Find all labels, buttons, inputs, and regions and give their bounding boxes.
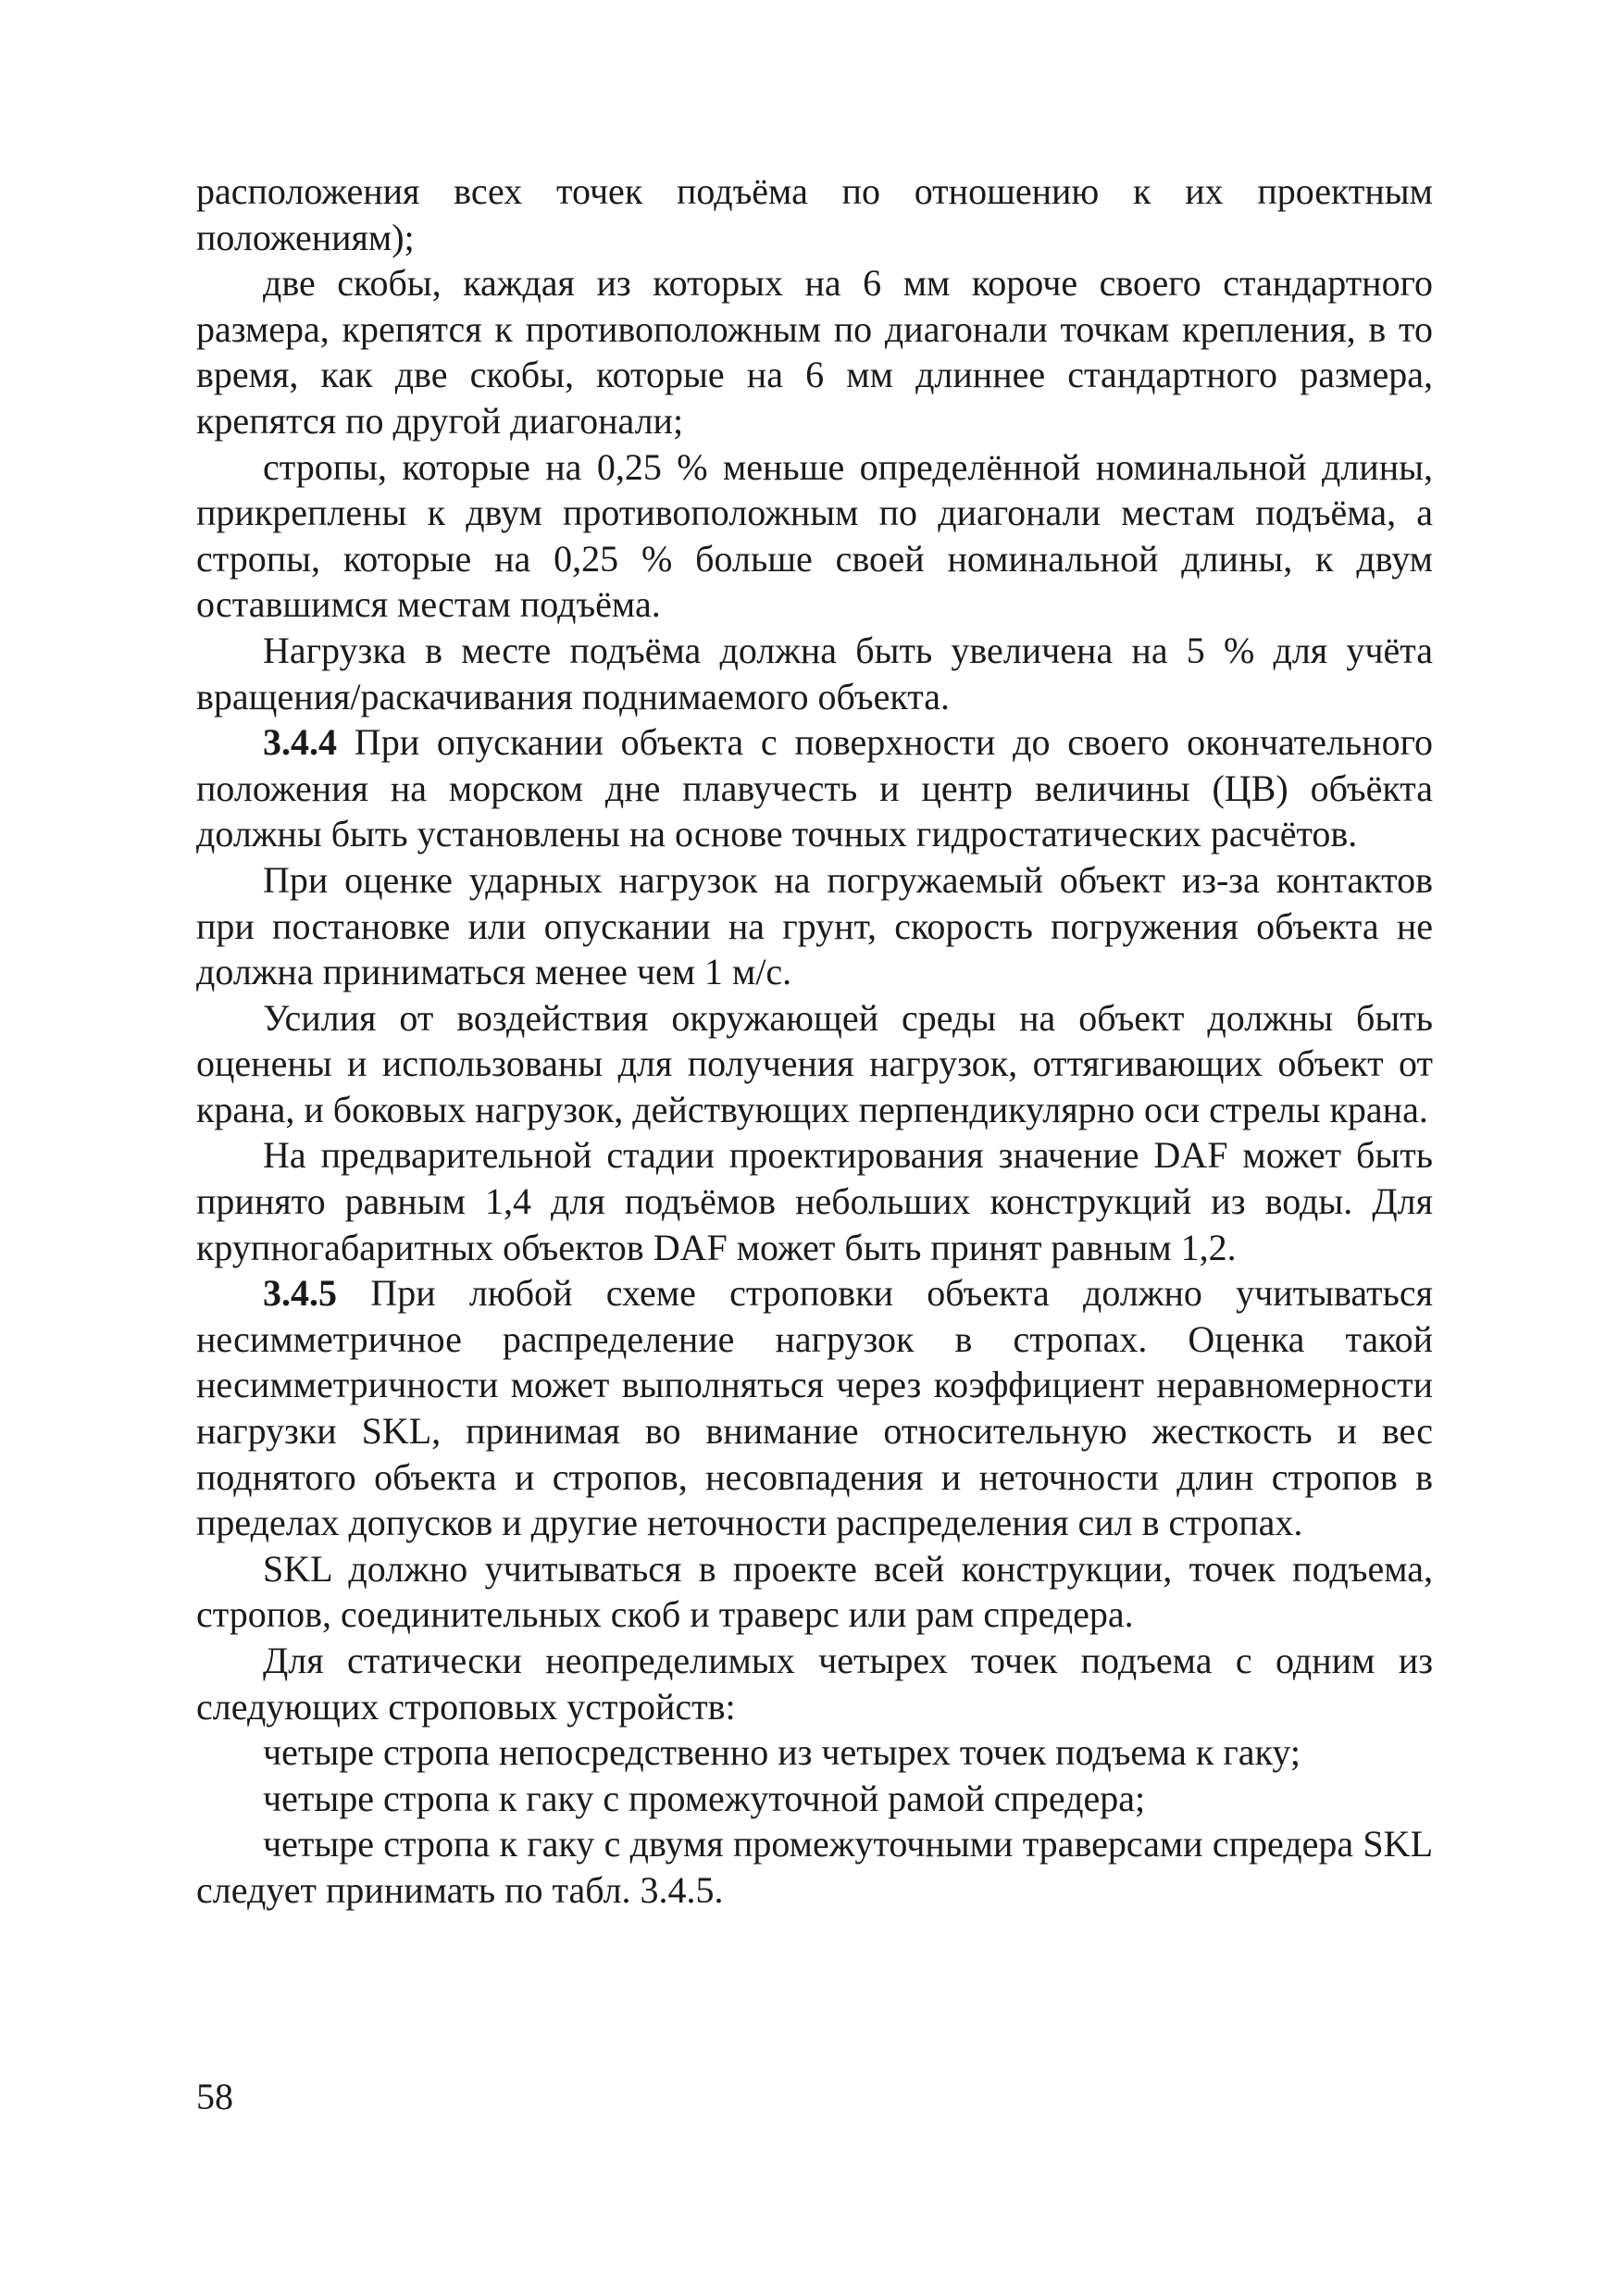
page-number: 58 [196,2076,233,2117]
paragraph-text: При оценке ударных нагрузок на погружаемый объект из-за контактов при постановке или опускании на грунт, скорость погружения объекта не должна приниматься менее чем 1 м/с. [196,858,1433,993]
paragraph [196,1638,1433,1729]
paragraph-text: SKL должно учитываться в проекте всей конструкции, точек подъема, стропов, соединительных скоб и траверс или рам спредера. [196,1547,1433,1636]
paragraph-text: четыре стропа непосредственно из четырех точек подъема к гаку; [263,1731,1301,1774]
paragraph [196,1776,1433,1822]
paragraph-text: четыре стропа к гаку с промежуточной рамой спредера; [263,1777,1146,1819]
paragraph [196,444,1433,628]
paragraph [196,719,1433,857]
section-number: 3.4.4 [263,721,337,764]
section-number: 3.4.5 [263,1272,337,1315]
paragraph-text: четыре стропа к гаку с двумя промежуточными траверсами спредера SKL следует принимать по табл. 3.4.5. [196,1823,1433,1911]
paragraph-text: стропы, которые на 0,25 % меньше определённой номинальной длины, прикреплены к двум противоположным по диагонали местам подъёма, а стропы, которые на 0,25 % больше своей номинальной длины, к двум оставшимся местам подъёма. [196,445,1433,626]
paragraph-text: На предварительной стадии проектирования значение DAF может быть принято равным 1,4 для подъёмов небольших конструкций из воды. Для крупногабаритных объектов DAF может быть принят равным 1,2. [196,1134,1433,1268]
paragraph-text: Для статически неопределимых четырех точек подъема с одним из следующих строповых устройств: [196,1640,1433,1728]
paragraph [196,168,1433,260]
paragraph [196,1546,1433,1638]
paragraph [196,1132,1433,1270]
paragraph-text: две скобы, каждая из которых на 6 мм короче своего стандартного размера, крепятся к противоположным по диагонали точкам крепления, в то время, как две скобы, которые на 6 мм длиннее стандартного размера, крепятся по другой диагонали; [196,262,1433,442]
paragraph [196,1270,1433,1546]
paragraph [196,260,1433,443]
paragraph [196,995,1433,1133]
paragraph-text: Усилия от воздействия окружающей среды на объект должны быть оценены и использованы для получения нагрузок, оттягивающих объект от крана, и боковых нагрузок, действующих перпендикулярно оси стрелы крана. [196,996,1433,1130]
paragraph-text: Нагрузка в месте подъёма должна быть увеличена на 5 % для учёта вращения/раскачивания поднимаемого объекта. [196,629,1433,718]
paragraph-text: расположения всех точек подъёма по отношению к их проектным положениям); [196,170,1433,258]
paragraph-text: При опускании объекта с поверхности до своего окончательного положения на морском дне плавучесть и центр величины (ЦВ) объёкта должны быть установлены на основе точных гидростатических расчётов. [196,721,1433,855]
paragraph [196,1729,1433,1776]
paragraph-text: При любой схеме строповки объекта должно учитываться несимметричное распределение нагрузок в стропах. Оценка такой несимметричности может выполняться через коэффициент неравномерности нагрузки SKL, принимая во внимание относительную жесткость и вес поднятого объекта и стропов, несовпадения и неточности длин стропов в пределах допусков и другие неточности распределения сил в стропах. [196,1272,1433,1544]
paragraph [196,1821,1433,1913]
paragraph [196,628,1433,719]
paragraph [196,857,1433,995]
page-body [196,168,1433,1914]
